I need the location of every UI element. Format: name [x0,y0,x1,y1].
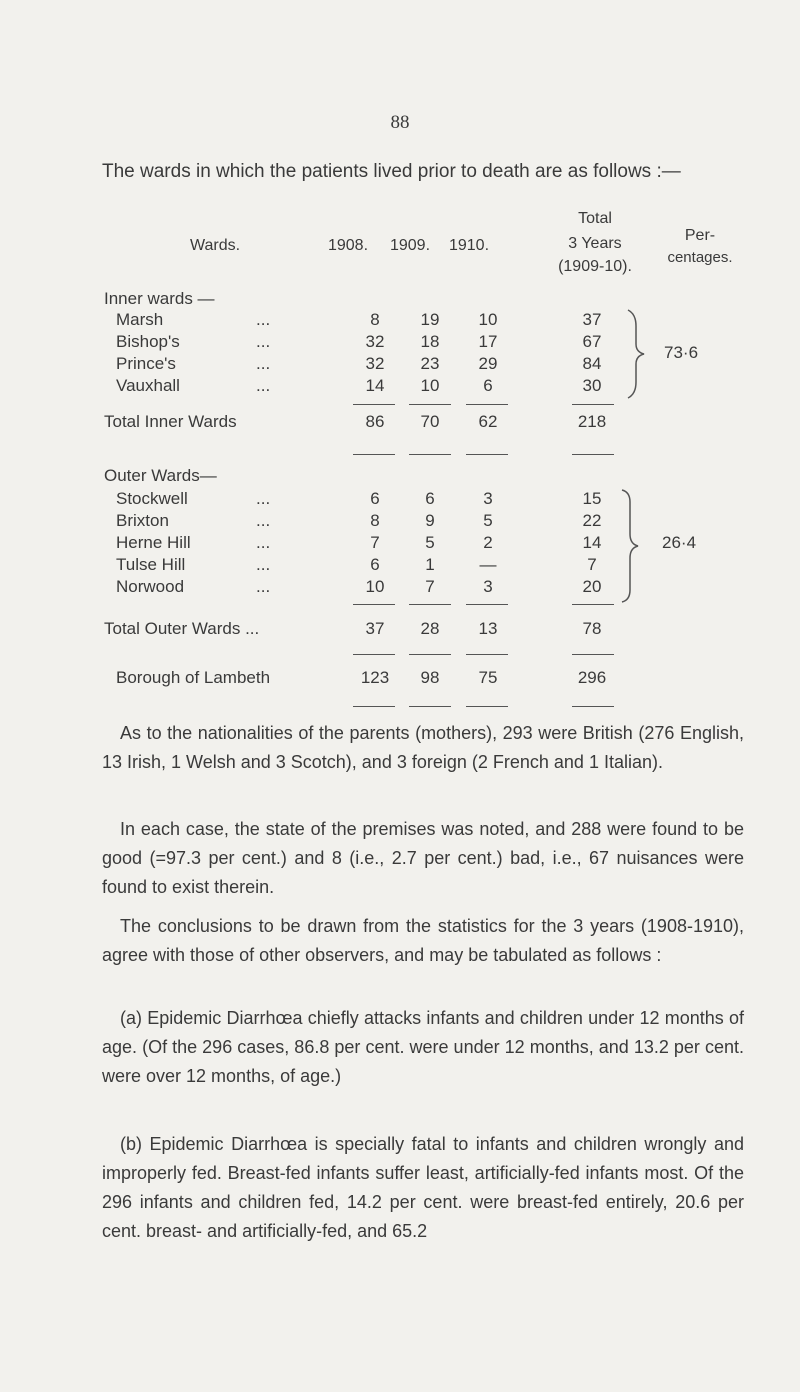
rule [572,654,614,655]
leader-dots: ... [256,533,271,552]
rule [353,454,395,455]
value-1908: 14 [365,376,385,395]
value-total: 296 [577,668,607,687]
rule [353,706,395,707]
rule [409,404,451,405]
inner-percentage: 73·6 [664,343,699,362]
leader-dots: ... [256,376,271,395]
ward-name: Stockwell [116,489,188,508]
value-1910: 6 [483,376,493,395]
value-1908: 8 [370,511,380,530]
value-1908: 10 [365,577,385,596]
outer-percentage: 26·4 [662,533,697,552]
value-total: 20 [582,577,602,596]
value-1909: 9 [425,511,435,530]
inner-brace [622,306,662,402]
leader-dots: ... [256,577,271,596]
leader-dots: ... [256,555,271,574]
leader-dots: ... [256,489,271,508]
total-label: Total Outer Wards ... [104,619,260,638]
value-1910: 2 [483,533,493,552]
rule [353,604,395,605]
value-1910: — [479,555,497,574]
value-1908: 32 [365,332,385,351]
value-1908: 6 [370,489,380,508]
value-1909: 18 [420,332,440,351]
paragraph-premises: In each case, the state of the premises was noted, and 288 were found to be good (=97.3 per cent.) and 8 (i.e., 2.7 per cent.) bad, i.e., 67 nuisances were found to exist therein. [102,819,744,897]
inner-wards-heading: Inner wards — [104,289,215,308]
rule [409,654,451,655]
value-total: 67 [582,332,602,351]
ward-name: Bishop's [116,332,180,351]
ward-name: Tulse Hill [116,555,186,574]
rule [409,454,451,455]
value-total: 84 [582,354,602,373]
value-1908: 123 [360,668,390,687]
value-total: 14 [582,533,602,552]
value-1908: 8 [370,310,380,329]
outer-wards-heading: Outer Wards— [104,466,217,485]
outer-brace [618,486,658,606]
value-total: 37 [582,310,602,329]
intro-text: The wards in which the patients lived prior to death are as follows :— [102,161,681,182]
value-1909: 7 [425,577,435,596]
value-1910: 29 [478,354,498,373]
value-1910: 13 [478,619,498,638]
header-total-line2: 3 Years [568,235,622,252]
leader-dots: ... [256,354,271,373]
ward-name: Brixton [116,511,169,530]
ward-name: Marsh [116,310,164,329]
leader-dots: ... [256,332,271,351]
value-total: 218 [577,412,607,431]
value-1909: 5 [425,533,435,552]
value-1908: 86 [365,412,385,431]
rule [572,706,614,707]
value-1908: 7 [370,533,380,552]
leader-dots: ... [256,310,271,329]
ward-name: Herne Hill [116,533,191,552]
rule [409,706,451,707]
rule [353,654,395,655]
paragraph-point-b: (b) Epidemic Diarrhœa is specially fatal to infants and children wrongly and improperly fed. Breast-fed infants suffer least, artificially-fed infants most. Of the 296 infants and children fed, 14.2 per cent. were breast-fed entirely, 20.6 per cent. breast- and artificially-fed, and 65.2 [102,1134,744,1241]
value-total: 30 [582,376,602,395]
value-1908: 32 [365,354,385,373]
header-pct-line2: centages. [667,249,733,266]
value-1910: 75 [478,668,498,687]
value-total: 22 [582,511,602,530]
value-1909: 1 [425,555,435,574]
rule [572,454,614,455]
value-1910: 62 [478,412,498,431]
header-pct-line1: Per- [684,227,716,244]
header-total-line1: Total [578,210,612,227]
rule [572,404,614,405]
paragraph-conclusions: The conclusions to be drawn from the statistics for the 3 years (1908-1910), agree with those of other observers, and may be tabulated as follows : [102,916,744,965]
total-label: Borough of Lambeth [116,668,271,687]
value-total: 7 [587,555,597,574]
paragraph-nationalities: As to the nationalities of the parents (mothers), 293 were British (276 English, 13 Irish, 1 Welsh and 3 Scotch), and 3 foreign (2 French and 1 Italian). [102,723,744,772]
value-1909: 6 [425,489,435,508]
value-1910: 3 [483,489,493,508]
ward-name: Vauxhall [116,376,180,395]
value-1909: 98 [420,668,440,687]
value-1908: 6 [370,555,380,574]
rule [572,604,614,605]
header-wards: Wards. [189,237,241,254]
header-1909: 1909. [389,237,431,254]
value-total: 15 [582,489,602,508]
header-1910: 1910. [448,237,490,254]
header-1908: 1908. [327,237,369,254]
value-1910: 3 [483,577,493,596]
rule [466,604,508,605]
paragraph-point-a: (a) Epidemic Diarrhœa chiefly attacks infants and children under 12 months of age. (Of the 296 cases, 86.8 per cent. were under 12 months, and 13.2 per cent. were over 12 months, of age.) [102,1008,744,1086]
value-1909: 19 [420,310,440,329]
value-1909: 10 [420,376,440,395]
ward-name: Prince's [116,354,176,373]
value-1908: 37 [365,619,385,638]
rule [466,454,508,455]
value-1909: 70 [420,412,440,431]
value-1909: 28 [420,619,440,638]
value-1910: 17 [478,332,498,351]
rule [466,654,508,655]
rule [353,404,395,405]
value-1909: 23 [420,354,440,373]
total-label: Total Inner Wards [104,412,237,431]
header-total-line3: (1909-10). [558,258,632,275]
value-1910: 5 [483,511,493,530]
page-number: 88 [390,112,410,133]
value-total: 78 [582,619,602,638]
rule [466,404,508,405]
rule [466,706,508,707]
rule [409,604,451,605]
value-1910: 10 [478,310,498,329]
leader-dots: ... [256,511,271,530]
ward-name: Norwood [116,577,185,596]
